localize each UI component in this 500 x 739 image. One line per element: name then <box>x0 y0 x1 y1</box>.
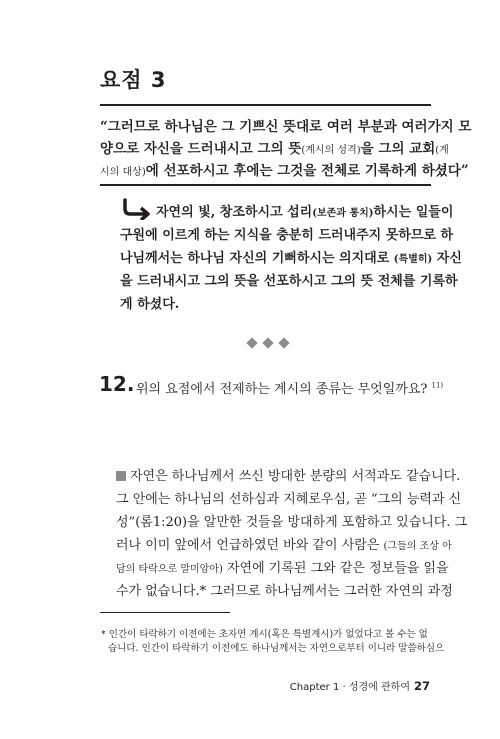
question-endnote-ref: 11) <box>431 381 444 390</box>
body-line-4 <box>116 535 452 558</box>
body-gloss: (그들의 조상 아 <box>383 541 452 552</box>
note-line-5: 게 하셨다. <box>120 297 180 312</box>
note-text: 나님께서는 하나님 자신의 기뻐하시는 의지대로 <box>120 251 394 266</box>
quote-gloss: 시의 대상) <box>100 167 146 178</box>
question-number: 12. <box>99 372 135 396</box>
note-text: 하시는 일들이 <box>373 205 454 220</box>
quote-text: 을 그의 교회 <box>360 141 436 157</box>
note-line-2: 구원에 이르게 하는 지식을 충분히 드러내주지 못하므로 하 <box>120 228 454 243</box>
body-line-3: 성”(롬1:20)을 알만한 것들을 방대하게 포함하고 있습니다. 그 <box>116 515 468 530</box>
body-gloss: 담의 타락으로 말미암아) <box>116 564 223 575</box>
diamond-icon <box>278 337 289 348</box>
page-number: 27 <box>413 679 430 693</box>
note-gloss: (보존과 통치) <box>312 208 374 219</box>
quote-rule <box>100 184 431 186</box>
quote-gloss: (계시의 성격) <box>301 145 361 156</box>
quote-line-2 <box>100 138 449 162</box>
footnote-rule <box>100 612 230 613</box>
square-bullet-icon <box>116 471 126 481</box>
question-body: 위의 요점에서 전제하는 계시의 종류는 무엇일까요? <box>136 382 428 397</box>
body-line-1 <box>116 466 461 488</box>
question-text <box>136 378 443 397</box>
page-footer <box>290 678 430 693</box>
body-line-2: 그 안에는 하나님의 선하심과 지혜로우심, 곧 “그의 능력과 신 <box>116 492 462 507</box>
heading-rule <box>100 104 431 106</box>
quote-gloss: (계 <box>435 145 449 156</box>
quote-text: 에 선포하시고 후에는 그것을 전체로 기록하게 하셨다” <box>145 163 469 179</box>
section-divider <box>244 332 292 351</box>
body-text: 자연은 하나님께서 쓰신 방대한 분량의 서적과도 같습니다. <box>130 469 461 484</box>
note-text: 자신 <box>432 251 462 266</box>
quote-line-3 <box>100 160 469 184</box>
note-gloss: (특별히) <box>393 254 433 265</box>
diamond-icon <box>246 337 257 348</box>
quote-text: 양으로 자신을 드러내시고 그의 뜻 <box>100 141 302 157</box>
return-arrow-icon <box>120 198 152 220</box>
body-text: 러나 이미 앞에서 언급하였던 바와 같이 사람은 <box>116 538 384 553</box>
footnote-line-1: * 인간이 타락하기 이전에는 초자연 계시(혹은 특별계시)가 없었다고 볼 수는 없 <box>101 629 428 640</box>
note-text: 자연의 빛, 창조하시고 섭리 <box>156 205 313 220</box>
body-line-5 <box>116 558 449 581</box>
quote-line-1: “그러므로 하나님은 그 기쁘신 뜻대로 여러 부분과 여러가지 모 <box>100 119 472 135</box>
note-line-3 <box>120 248 462 270</box>
note-line-1 <box>156 202 454 224</box>
body-line-6: 수가 없습니다.* 그러므로 하나님께서는 그러한 자연의 과정 <box>116 584 453 599</box>
footnote-line-2: 습니다. 인간이 타락하기 이전에도 하나님께서는 자연으로부터 이니라 말씀하심으 <box>108 643 445 654</box>
body-text: 자연에 기록된 그와 같은 정보들을 읽을 <box>222 561 449 576</box>
note-line-4: 을 드러내시고 그의 뜻을 선포하시고 그의 뜻 전체를 기록하 <box>120 274 458 289</box>
section-heading: 요점 3 <box>100 68 167 92</box>
diamond-icon <box>262 337 273 348</box>
chapter-title: Chapter 1 · 성경에 관하여 <box>289 682 410 693</box>
